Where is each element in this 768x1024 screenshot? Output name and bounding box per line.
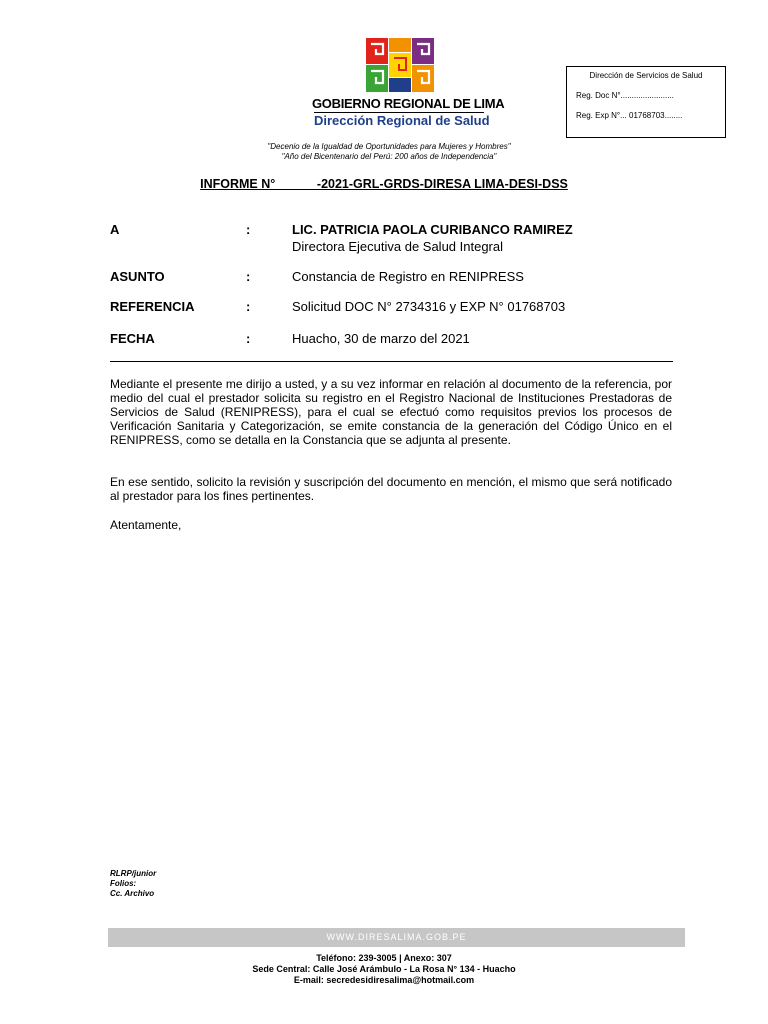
field-label-fecha: FECHA (110, 331, 155, 346)
body-paragraph-2: En ese sentido, solicito la revisión y suscripción del documento en mención, el mismo que será notificado al prestador para los fines pertinentes. (110, 475, 672, 503)
closing: Atentamente, (110, 518, 182, 532)
ref-folios: Folios: (110, 879, 137, 888)
year-mottos (0, 142, 768, 162)
field-colon-fecha: : (246, 331, 251, 346)
reference-value: Solicitud DOC N° 2734316 y EXP N° 01768703 (292, 299, 566, 314)
reg-exp-number: Reg. Exp N°... 01768703........ (576, 111, 683, 120)
body-paragraph-1: Mediante el presente me dirijo a usted, y a su vez informar en relación al documento de la referencia, por medio del cual el prestador solicita su registro en el Registro Nacional de Instituciones Prestadoras de Servicios de Salud (RENIPRESS), para el cual se efectuó como requisitos previos los procesos de Verificación Sanitaria y Categorización, se emite constancia de la generación del Código Único en el RENIPRESS, como se detalla en la Constancia que se adjunta al presente. (110, 377, 672, 447)
field-colon-referencia: : (246, 299, 251, 314)
org-name: GOBIERNO REGIONAL DE LIMA (312, 96, 505, 111)
field-label-a: A (110, 222, 120, 237)
reg-doc-number: Reg. Doc N°........................ (576, 91, 674, 100)
gobierno-regional-lima-logo (366, 38, 434, 92)
footer-phone: Teléfono: 239-3005 | Anexo: 307 (316, 953, 452, 963)
registration-box-title: Dirección de Servicios de Salud (589, 71, 703, 80)
document-title: INFORME N° -2021-GRL-GRDS-DIRESA LIMA-DESI-DSS (200, 177, 568, 191)
ref-cc: Cc. Archivo (110, 889, 155, 898)
recipient-role: Directora Ejecutiva de Salud Integral (292, 239, 504, 254)
field-colon-asunto: : (246, 269, 251, 284)
motto-bicentenario: "Año del Bicentenario del Perú: 200 años de Independencia" (281, 152, 497, 161)
logo-block-navy (389, 78, 411, 92)
website-bar: WWW.DIRESALIMA.GOB.PE (108, 928, 685, 947)
org-subname: Dirección Regional de Salud (314, 113, 490, 128)
header-divider (110, 361, 673, 362)
subject-value: Constancia de Registro en RENIPRESS (292, 269, 524, 284)
field-colon-a: : (246, 222, 251, 237)
ref-initials: RLRP/junior (110, 869, 157, 878)
contact-footer (0, 953, 768, 986)
motto-decenio: "Decenio de la Igualdad de Oportunidades para Mujeres y Hombres" (267, 142, 511, 151)
registration-box (566, 66, 726, 138)
logo-block-orange (389, 38, 411, 52)
footer-email: E-mail: secredesidiresalima@hotmail.com (293, 975, 475, 985)
footer-address: Sede Central: Calle José Arámbulo - La Rosa N° 134 - Huacho (252, 964, 516, 974)
date-value: Huacho, 30 de marzo del 2021 (292, 331, 470, 346)
field-label-asunto: ASUNTO (110, 269, 165, 284)
recipient-name: LIC. PATRICIA PAOLA CURIBANCO RAMIREZ (292, 222, 573, 237)
field-label-referencia: REFERENCIA (110, 299, 195, 314)
